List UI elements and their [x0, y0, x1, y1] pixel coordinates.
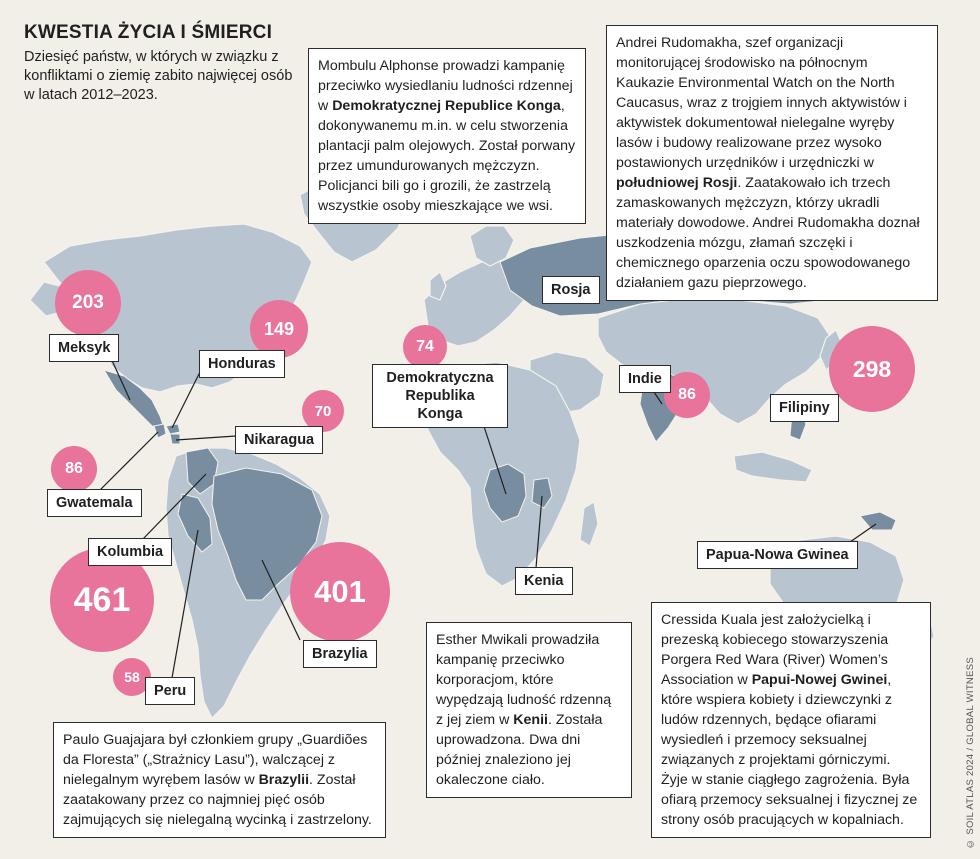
story-brazil-text1: Paulo Guajajara był członkiem grupy „Guardiões da Floresta” („Strażnicy Lasu”), walczącej z nielegalnym wyrębem lasów w	[63, 732, 368, 788]
story-drc-text2: , dokonywanemu m.in. w celu stworzenia plantacji palm olejowych. Został porwany przez umundurowanych mężczyzn. Policjanci bili go i grozili, że zastrzelą wszystkie osoby mieszkające we wsi.	[318, 98, 576, 214]
label-kenya: Kenia	[515, 567, 573, 595]
label-guatemala: Gwatemala	[47, 489, 142, 517]
highlight-png	[860, 512, 896, 530]
story-kenya	[426, 622, 632, 798]
story-russia-bold: południowej Rosji	[616, 175, 738, 191]
bubble-guatemala: 86	[51, 446, 97, 492]
story-russia-text1: Andrei Rudomakha, szef organizacji monitorującej środowisko na północnym Kaukazie Environmental Watch on the North Caucasus, wraz z trojgiem innych aktywistów i aktywistek dokumentował nielegalne wyręby lasów i budowy realizowane przez wysoko postawionych urzędników i urzędniczki w	[616, 35, 907, 171]
madagascar-shape	[580, 502, 598, 546]
bubble-nicaragua: 70	[302, 390, 344, 432]
highlight-guatemala	[154, 424, 166, 438]
label-drc-line2: Republika Konga	[405, 388, 475, 422]
story-drc	[308, 48, 586, 224]
story-png-text1: Cressida Kuala jest założycielką i prezeską kobiecego stowarzyszenia Porgera Red Wara (River) Women’s Association w	[661, 612, 889, 688]
source-credit: © SOIL ATLAS 2024 / GLOBAL WITNESS	[965, 657, 976, 849]
leader-png	[850, 524, 876, 542]
story-russia-text2: . Zaatakowało ich trzech zamaskowanych mężczyzn, którzy ukradli materiały dowodowe. Andrei Rudomakha doznał uszkodzenia mózgu, złamań szczęki i chemicznego oparzenia oczu spowodowanego działaniem gazu pieprzowego.	[616, 175, 920, 291]
story-brazil-bold: Brazylii	[258, 772, 310, 788]
leader-nicaragua	[176, 436, 236, 440]
page-title: KWESTIA ŻYCIA I ŚMIERCI	[24, 22, 273, 43]
story-png-text2: , które wspiera kobiety i dziewczynki z ludów rdzennych, będące ofiarami wysiedleń i przemocy seksualnej związanych z projektami górniczymi. Żyje w stanie ciągłego zagrożenia. Była ofiarą przemocy seksualnej i fizycznej ze strony osób pracujących w kopalniach.	[661, 672, 918, 828]
label-india: Indie	[619, 365, 671, 393]
label-png: Papua-Nowa Gwinea	[697, 541, 858, 569]
label-colombia: Kolumbia	[88, 538, 172, 566]
story-kenya-text2: . Została uprowadzona. Dwa dni później znaleziono jej okaleczone ciało.	[436, 712, 603, 788]
label-philippines: Filipiny	[770, 394, 839, 422]
story-png	[651, 602, 931, 838]
story-png-bold: Papui-Nowej Gwinei	[751, 672, 888, 688]
story-kenya-text1: Esther Mwikali prowadziła kampanię przeciwko korporacjom, które wypędzają ludność rdzenną z jej ziem w	[436, 632, 612, 728]
label-mexico: Meksyk	[49, 334, 119, 362]
story-drc-text1: Mombulu Alphonse prowadzi kampanię przeciwko wysiedlaniu ludności rdzennej w	[318, 58, 573, 114]
bubble-brazil: 401	[290, 542, 390, 642]
bubble-colombia: 461	[50, 548, 154, 652]
story-brazil	[53, 722, 386, 838]
bubble-mexico: 203	[55, 270, 121, 336]
se-asia-islands-shape	[734, 452, 812, 482]
label-peru: Peru	[145, 677, 195, 705]
label-brazil: Brazylia	[303, 640, 377, 668]
label-drc-line1: Demokratyczna	[386, 370, 494, 386]
bubble-peru: 58	[113, 658, 151, 696]
bubble-philippines: 298	[829, 326, 915, 412]
leader-guatemala	[100, 432, 158, 490]
page-subtitle: Dziesięć państw, w których w związku z konfliktami o ziemię zabito najwięcej osób w latach 2012–2023.	[24, 49, 293, 103]
label-honduras: Honduras	[199, 350, 285, 378]
story-brazil-text2: . Został zaatakowany przez co najmniej pięć osób zajmujących się nielegalną wycinką i zastrzelony.	[63, 772, 372, 828]
bubble-india: 86	[664, 372, 710, 418]
bubble-drc: 74	[403, 325, 447, 369]
label-russia: Rosja	[542, 276, 600, 304]
bubble-honduras: 149	[250, 300, 308, 358]
highlight-nicaragua	[170, 434, 180, 444]
story-russia	[606, 25, 938, 301]
story-kenya-bold: Kenii	[513, 712, 548, 728]
label-drc	[372, 364, 508, 428]
label-nicaragua: Nikaragua	[235, 426, 323, 454]
story-drc-bold: Demokratycznej Republice Konga	[332, 98, 561, 114]
